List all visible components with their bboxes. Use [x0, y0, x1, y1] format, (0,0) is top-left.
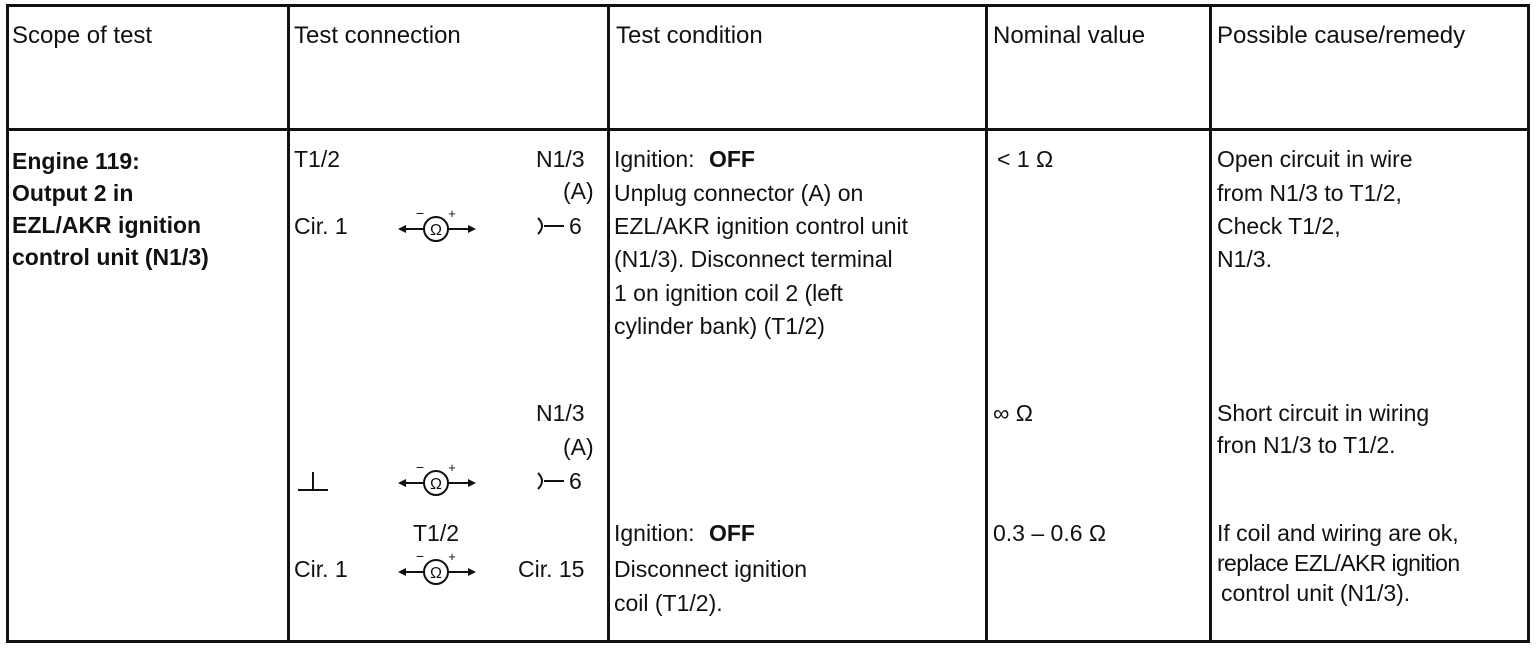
header-divider: [6, 128, 1530, 131]
cond1-line-1: Unplug connector (A) on: [614, 180, 864, 206]
cond3-state: OFF: [708, 520, 755, 546]
scope-line-3: EZL/AKR ignition: [12, 212, 202, 238]
conn3-left-bottom: Cir. 1: [294, 556, 348, 582]
table-left-border: [6, 4, 9, 643]
header-scope: Scope of test: [12, 22, 153, 49]
plus-symbol: +: [448, 461, 456, 475]
conn1-right-bottom: 6: [569, 213, 582, 239]
remedy1-line-3: Check T1/2,: [1217, 213, 1341, 239]
nominal-3: 0.3 – 0.6 Ω: [993, 520, 1107, 546]
conn2-right-bottom: 6: [569, 468, 582, 494]
header-connection: Test connection: [294, 22, 461, 49]
ground-icon: [296, 470, 330, 494]
scope-line-4: control unit (N1/3): [12, 244, 209, 270]
minus-symbol: −: [415, 461, 425, 475]
ohm-symbol: Ω: [430, 476, 442, 493]
conn3-center-top: T1/2: [413, 520, 460, 546]
scope-line-2: Output 2 in: [12, 180, 134, 206]
conn2-right-top: N1/3: [536, 400, 585, 426]
table-top-border: [6, 4, 1530, 7]
plus-symbol: +: [448, 207, 456, 221]
column-divider-3: [985, 4, 988, 643]
ohm-symbol: Ω: [430, 222, 442, 239]
table-bottom-border: [6, 640, 1530, 643]
ohmmeter-icon: [396, 207, 482, 243]
header-remedy: Possible cause/remedy: [1217, 22, 1466, 49]
column-divider-4: [1209, 4, 1212, 643]
conn1-right-top: N1/3: [536, 146, 585, 172]
cond3-label-text: Ignition:: [614, 520, 695, 546]
conn3-right-bottom: Cir. 15: [518, 556, 585, 582]
ohmmeter-icon: [396, 550, 482, 586]
remedy3-line-2: replace EZL/AKR ignition: [1217, 550, 1460, 576]
conn2-right-mid: (A): [563, 434, 594, 460]
ohmmeter-icon: [396, 461, 482, 497]
remedy1-line-1: Open circuit in wire: [1217, 146, 1413, 172]
cond3-label: [614, 520, 755, 547]
conn1-left-bottom: Cir. 1: [294, 213, 348, 239]
remedy2-line-2: fron N1/3 to T1/2.: [1217, 432, 1396, 458]
ohm-symbol: Ω: [430, 565, 442, 582]
column-divider-2: [607, 4, 610, 643]
remedy3-line-3: control unit (N1/3).: [1221, 580, 1411, 606]
connector-plug-icon: [536, 214, 566, 238]
conn1-left-top: T1/2: [294, 146, 341, 172]
conn1-right-mid: (A): [563, 178, 594, 204]
header-condition: Test condition: [616, 22, 763, 49]
minus-symbol: −: [415, 207, 425, 221]
cond1-line-2: EZL/AKR ignition control unit: [614, 213, 909, 239]
table-right-border: [1527, 4, 1530, 643]
remedy1-line-2: from N1/3 to T1/2,: [1217, 180, 1402, 206]
remedy1-line-4: N1/3.: [1217, 246, 1272, 272]
minus-symbol: −: [415, 550, 425, 564]
cond3-line-1: Disconnect ignition: [614, 556, 808, 582]
cond1-label-text: Ignition:: [614, 146, 695, 172]
column-divider-1: [287, 4, 290, 643]
cond1-line-5: cylinder bank) (T1/2): [614, 313, 825, 339]
plus-symbol: +: [448, 550, 456, 564]
remedy2-line-1: Short circuit in wiring: [1217, 400, 1430, 426]
header-nominal: Nominal value: [993, 22, 1146, 49]
cond1-line-3: (N1/3). Disconnect terminal: [614, 246, 893, 272]
cond1-state: OFF: [708, 146, 755, 172]
cond1-label: [614, 146, 755, 173]
connector-plug-icon: [536, 469, 566, 493]
nominal-2: ∞ Ω: [993, 400, 1033, 426]
remedy3-line-1: If coil and wiring are ok,: [1217, 520, 1459, 546]
cond3-line-2: coil (T1/2).: [614, 590, 723, 616]
nominal-1: < 1 Ω: [997, 146, 1054, 172]
scope-line-1: Engine 119:: [12, 148, 140, 174]
cond1-line-4: 1 on ignition coil 2 (left: [614, 280, 843, 306]
